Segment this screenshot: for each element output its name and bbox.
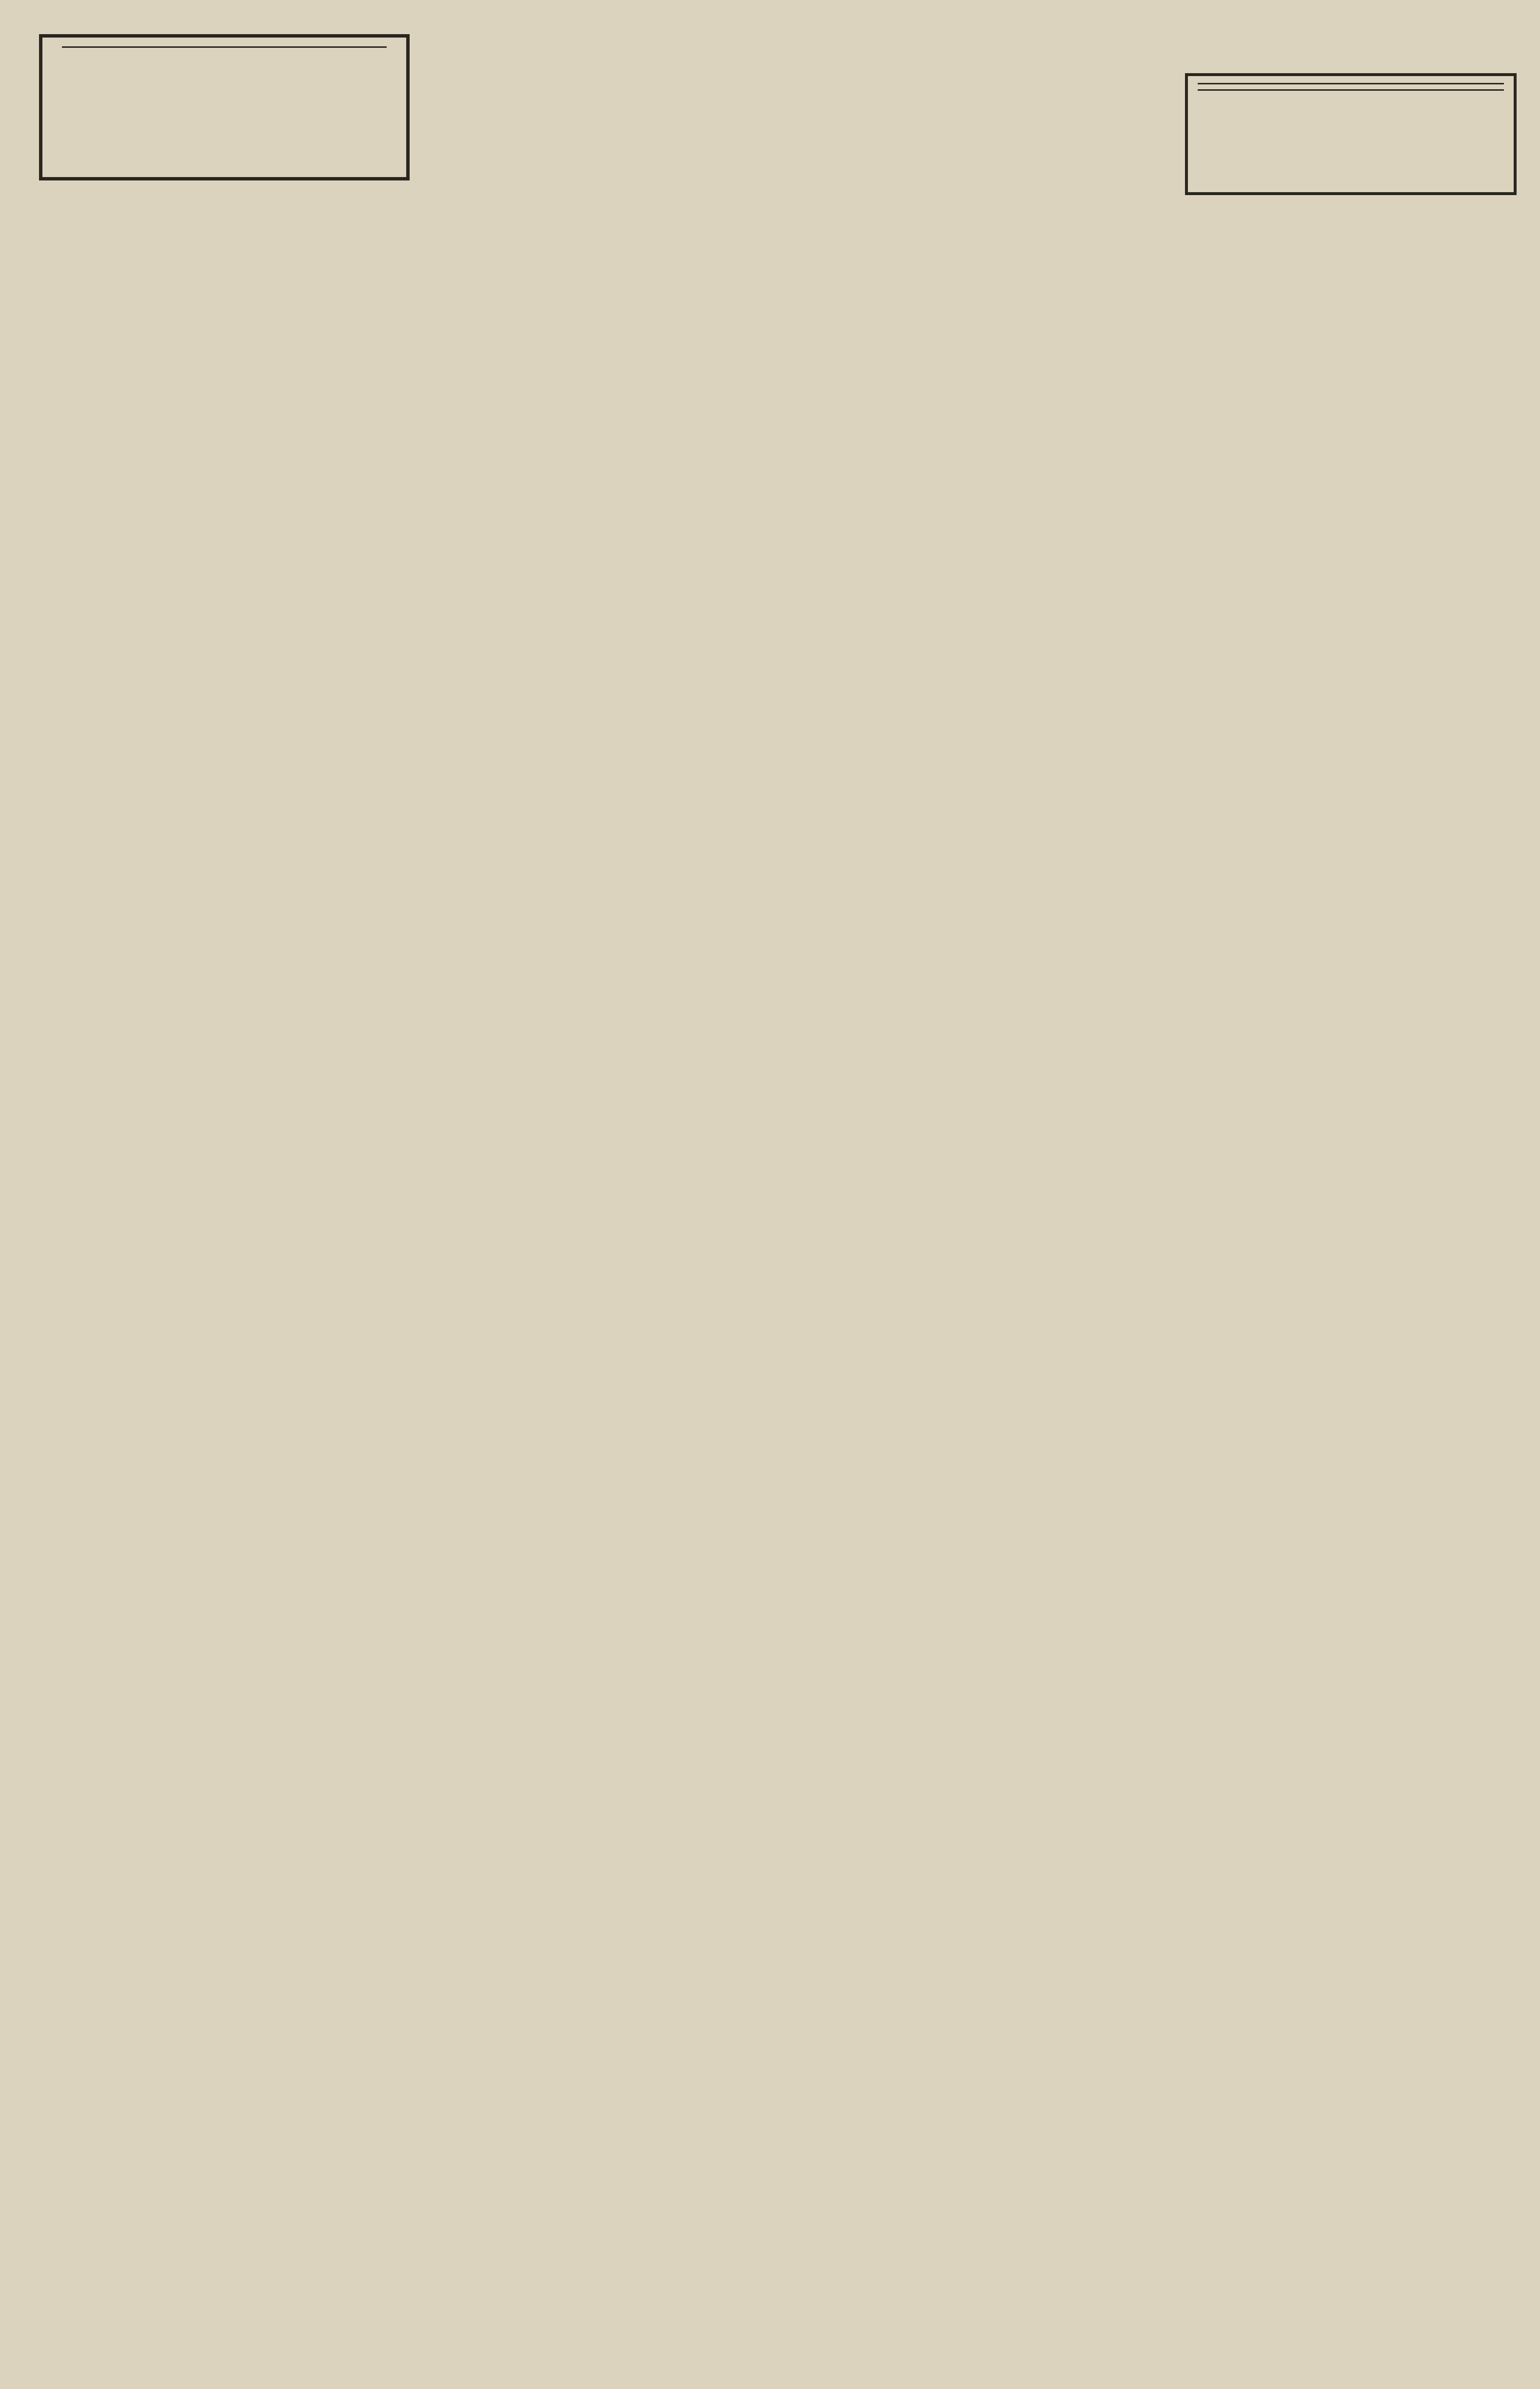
founder-box	[39, 34, 410, 180]
issue-info-box	[1185, 73, 1517, 195]
newspaper-page	[20, 15, 1520, 2375]
